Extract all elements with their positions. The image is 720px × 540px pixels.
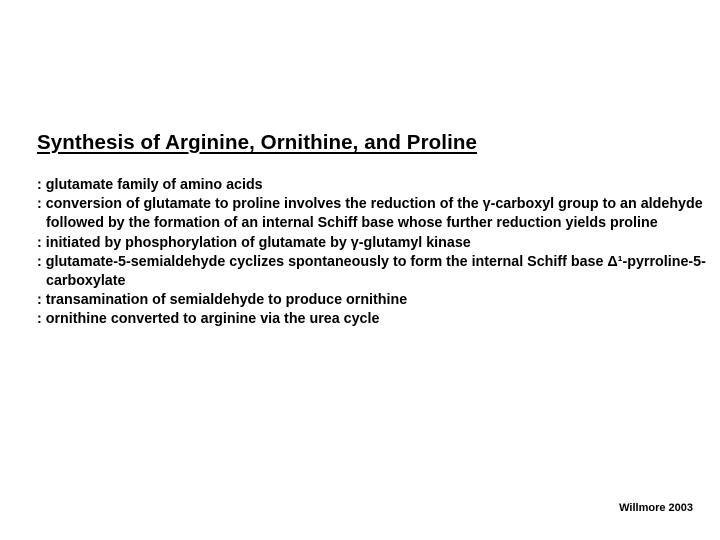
bullet-item: : glutamate family of amino acids: [37, 177, 263, 193]
citation: Willmore 2003: [619, 502, 693, 514]
bullet-item: : conversion of glutamate to proline involves the reduction of the γ-carboxyl group to an aldehyde followed by the formation of an internal Schiff base whose further reduction yields proline: [37, 196, 703, 232]
slide-title: Synthesis of Arginine, Ornithine, and Proline: [37, 131, 477, 154]
bullet-item: : initiated by phosphorylation of glutamate by γ-glutamyl kinase: [37, 234, 471, 251]
bullet-list: [37, 176, 707, 330]
bullet-item: : glutamate-5-semialdehyde cyclizes spontaneously to form the internal Schiff base Δ¹-pyrroline-5-carboxylate: [37, 253, 706, 290]
bullet-item: : ornithine converted to arginine via the urea cycle: [37, 311, 380, 328]
bullet-item: : transamination of semialdehyde to produce ornithine: [37, 292, 408, 309]
